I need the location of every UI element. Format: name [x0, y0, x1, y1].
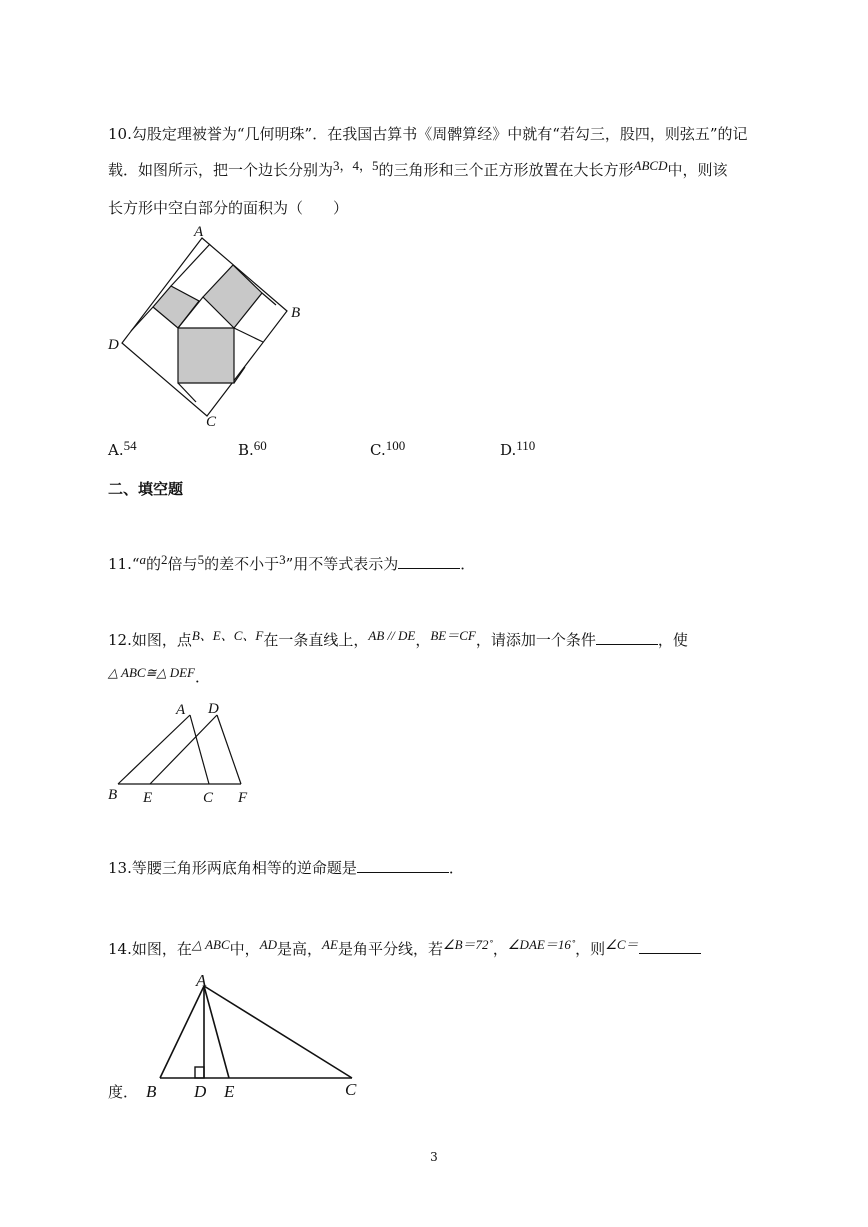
- q10-label-a: A: [194, 224, 204, 240]
- q13-text: 13.等腰三角形两底角相等的逆命题是: [108, 859, 357, 877]
- q14-label-e: E: [224, 1082, 235, 1101]
- q10-option-b: [238, 438, 267, 459]
- q12-points: B、E、C、F: [191, 628, 264, 643]
- q14-text-a: 14.如图，在: [108, 940, 192, 958]
- q12-answer-blank[interactable]: [596, 630, 658, 645]
- q12-figure: [104, 698, 264, 808]
- option-value: 54: [123, 438, 137, 453]
- q10-label-b: B: [291, 305, 301, 321]
- page-number: 3: [430, 1150, 438, 1164]
- q11-n3: 3: [279, 552, 286, 567]
- q14-text-c: 是高，: [277, 940, 323, 958]
- q12-segment-ed: [150, 715, 217, 784]
- q14-line: [108, 939, 701, 960]
- q14-figure: [140, 972, 380, 1102]
- q12-label-e: E: [143, 790, 153, 806]
- q10-line-2: [171, 244, 210, 286]
- q10-text-2a: 载．如图所示，把一个边长分别为: [108, 161, 334, 179]
- q12-text-c: ，请添加一个条件: [475, 631, 596, 649]
- q14-text-f: ，则: [575, 940, 606, 958]
- q10-line2: [108, 160, 728, 181]
- q14-unit-line: [108, 1082, 138, 1102]
- q12-label-a: A: [176, 702, 186, 718]
- option-letter: C.: [370, 441, 386, 459]
- q14-angle-b: ∠B＝72˚: [442, 937, 493, 952]
- q10-figure: [100, 226, 320, 436]
- q11-answer-blank[interactable]: [398, 554, 460, 569]
- section-title-text: 二、填空题: [108, 480, 184, 498]
- q10-line1: [108, 124, 748, 144]
- q14-answer-blank[interactable]: [639, 939, 701, 954]
- option-letter: B.: [238, 441, 254, 459]
- q13-end: ．: [448, 859, 464, 877]
- section-title: [108, 479, 183, 499]
- q10-square-4: [203, 265, 262, 328]
- q14-right-angle-mark: [195, 1067, 204, 1078]
- q11-mid2: 倍与: [167, 555, 198, 573]
- q12-segment-df: [217, 715, 241, 784]
- q14-ad: AD: [259, 937, 278, 952]
- q11-prefix: 11.“: [108, 555, 140, 573]
- q10-text-2b: 的三角形和三个正方形放置在大长方形: [378, 161, 634, 179]
- q10-rectangle-abcd: [122, 238, 287, 416]
- q11-mid1: 的: [146, 555, 162, 573]
- q12-end: ．: [194, 668, 210, 686]
- q12-text-a: 12.如图，点: [108, 631, 192, 649]
- q12-line2: [108, 667, 210, 688]
- q14-label-a: A: [196, 971, 207, 990]
- q14-text-d: 是角平分线，若: [337, 940, 443, 958]
- q10-text-1: 10.勾股定理被誉为“几何明珠”．在我国古算书《周髀算经》中就有“若勾三，股四，则弦五”的记: [108, 125, 748, 143]
- q14-text-b: 中，: [229, 940, 260, 958]
- q14-label-d: D: [194, 1082, 207, 1101]
- option-letter: D.: [500, 441, 517, 459]
- q11-end: ．: [460, 555, 476, 573]
- option-value: 60: [253, 438, 267, 453]
- q14-triangle: △ ABC: [191, 937, 230, 952]
- q10-line-3: [131, 307, 153, 331]
- q10-option-c: [370, 438, 406, 459]
- q11-line: [108, 554, 475, 575]
- q14-side-ac: [204, 986, 352, 1078]
- q12-label-d: D: [208, 701, 219, 717]
- q13-line: [108, 858, 464, 878]
- q10-side-lengths: 3，4，5: [333, 158, 379, 173]
- q12-equal: BE＝CF: [430, 628, 476, 643]
- q12-segment-ba: [118, 715, 190, 784]
- q11-suffix: ”用不等式表示为: [285, 555, 399, 573]
- q14-side-ab: [160, 986, 204, 1078]
- q10-label-d: D: [108, 337, 119, 353]
- q13-answer-blank[interactable]: [357, 858, 449, 873]
- q10-line3: [108, 198, 348, 218]
- q10-line-7: [234, 367, 245, 383]
- q14-unit: 度．: [108, 1083, 139, 1101]
- q12-label-c: C: [203, 790, 214, 806]
- q14-ae: AE: [322, 937, 338, 952]
- q10-line-5: [234, 328, 263, 342]
- q14-label-b: B: [146, 1082, 157, 1101]
- q11-n2: 5: [197, 552, 205, 567]
- q10-text-3: 长方形中空白部分的面积为（ ）: [108, 199, 349, 217]
- q11-var: a: [139, 552, 147, 567]
- option-letter: A.: [108, 441, 124, 459]
- q12-line1: [108, 630, 688, 651]
- q12-label-f: F: [238, 790, 248, 806]
- q14-angle-c: ∠C＝: [605, 937, 639, 952]
- q10-square-5: [178, 328, 234, 383]
- q12-congruence: △ ABC≅△ DEF: [108, 665, 195, 680]
- q11-n1: 2: [161, 552, 168, 567]
- q12-parallel: AB // DE: [368, 628, 416, 643]
- q14-text-e: ，: [492, 940, 508, 958]
- q12-text-d: ，使: [657, 631, 688, 649]
- option-value: 110: [516, 438, 536, 453]
- q10-label-c: C: [206, 414, 217, 430]
- q10-rect-name: ABCD: [633, 158, 668, 173]
- q11-mid3: 的差不小于: [204, 555, 280, 573]
- q10-option-d: [500, 438, 536, 459]
- q12-text-b: 在一条直线上，: [263, 631, 369, 649]
- q12-comma: ，: [415, 631, 431, 649]
- q14-angle-dae: ∠DAE＝16˚: [507, 937, 576, 952]
- option-value: 100: [385, 438, 406, 453]
- q12-label-b: B: [108, 787, 118, 803]
- q14-label-c: C: [345, 1080, 357, 1099]
- q10-text-2c: 中，则该: [667, 161, 728, 179]
- q10-option-a: [108, 438, 137, 459]
